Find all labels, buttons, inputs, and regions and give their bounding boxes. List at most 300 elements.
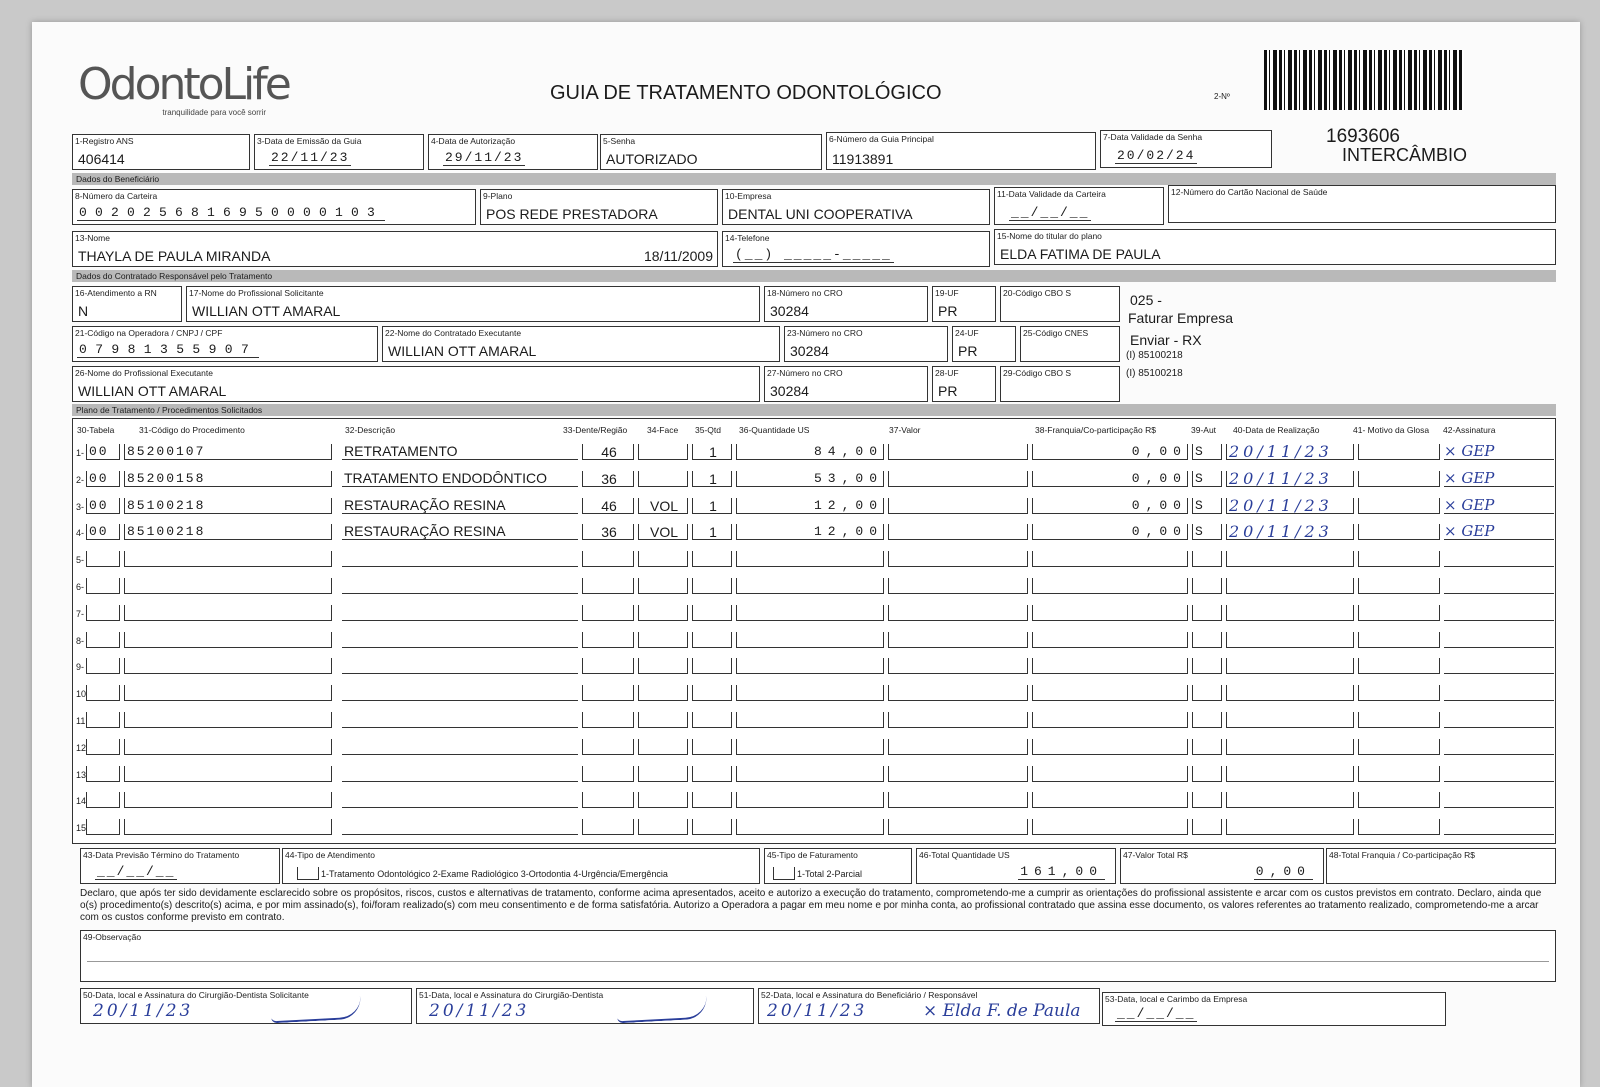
cell-description[interactable]	[342, 658, 578, 674]
row-number: 15	[76, 823, 87, 834]
cell-signature[interactable]	[1444, 819, 1554, 835]
label: 13-Nome	[75, 233, 110, 243]
cell-us[interactable]: 84,00	[736, 444, 884, 460]
cell-tooth[interactable]	[582, 658, 634, 674]
cell-tooth[interactable]	[582, 739, 634, 755]
cell-face[interactable]	[638, 658, 688, 674]
cell-code[interactable]	[124, 819, 332, 835]
cell-date[interactable]: 20/11/23	[1226, 524, 1354, 540]
field-cnes[interactable]	[1020, 326, 1120, 362]
field-card-validity[interactable]	[994, 187, 1164, 225]
cell-aut[interactable]	[1192, 578, 1222, 594]
row-number: 10	[76, 689, 87, 700]
billing-type-options: 1-Total 2-Parcial	[797, 869, 863, 879]
cell-signature[interactable]	[1444, 739, 1554, 755]
cell-tooth[interactable]	[582, 712, 634, 728]
cell-code[interactable]	[124, 766, 332, 782]
value: 20/02/24	[1117, 148, 1196, 163]
cell-code[interactable]	[124, 792, 332, 808]
number-label: 2-Nº	[1214, 92, 1230, 101]
cell-face[interactable]	[638, 739, 688, 755]
cell-signature[interactable]	[1444, 551, 1554, 567]
cell-code[interactable]: 85200107	[124, 444, 332, 460]
cell-face[interactable]	[638, 471, 688, 487]
cell-qtd[interactable]	[692, 632, 732, 648]
cell-franchise[interactable]: 0,00	[1032, 524, 1188, 540]
cell-aut[interactable]	[1192, 819, 1222, 835]
cell-franchise[interactable]	[1032, 658, 1188, 674]
barcode	[1264, 50, 1464, 110]
cell-table[interactable]: 00	[86, 498, 120, 514]
billing-type-checkbox[interactable]	[773, 867, 795, 880]
field-cro-18[interactable]	[764, 286, 928, 322]
value: WILLIAN OTT AMARAL	[78, 383, 227, 399]
field-uf-24[interactable]	[952, 326, 1016, 362]
cell-qtd[interactable]	[692, 819, 732, 835]
cell-us[interactable]	[736, 766, 884, 782]
cell-table[interactable]	[86, 605, 120, 621]
field-cbo-20[interactable]	[1000, 286, 1120, 322]
label: 15-Nome do titular do plano	[997, 231, 1102, 241]
service-type-options: 1-Tratamento Odontológico 2-Exame Radiológico 3-Ortodontia 4-Urgência/Emergência	[321, 869, 668, 879]
label: 50-Data, local e Assinatura do Cirurgião-Dentista Solicitante	[83, 990, 309, 1000]
field-executing-professional[interactable]	[72, 366, 760, 402]
cell-gloss[interactable]	[1358, 578, 1440, 594]
cell-date[interactable]: 20/11/23	[1226, 444, 1354, 460]
cell-value[interactable]	[888, 819, 1028, 835]
cell-us[interactable]: 53,00	[736, 471, 884, 487]
field-service-type[interactable]	[282, 848, 760, 884]
cell-tooth[interactable]	[582, 578, 634, 594]
cell-table[interactable]	[86, 819, 120, 835]
cell-code[interactable]: 85200158	[124, 471, 332, 487]
cell-us[interactable]	[736, 739, 884, 755]
cell-tooth[interactable]: 46	[582, 444, 634, 460]
cell-gloss[interactable]	[1358, 551, 1440, 567]
signature-scribble	[616, 997, 707, 1024]
value: 0020256816950000103	[79, 205, 384, 220]
field-name[interactable]	[72, 231, 718, 267]
cell-qtd[interactable]	[692, 766, 732, 782]
cell-date[interactable]	[1226, 712, 1354, 728]
cell-description[interactable]	[342, 792, 578, 808]
field-main-guide-number[interactable]	[826, 132, 1096, 170]
label: 1-Registro ANS	[75, 136, 134, 146]
cell-face[interactable]	[638, 578, 688, 594]
value: 30284	[770, 303, 809, 319]
field-uf-28[interactable]	[932, 366, 996, 402]
field-cro-23[interactable]	[784, 326, 948, 362]
cell-gloss[interactable]	[1358, 658, 1440, 674]
cell-date[interactable]	[1226, 819, 1354, 835]
cell-face[interactable]	[638, 605, 688, 621]
label: 45-Tipo de Faturamento	[767, 850, 858, 860]
field-uf-19[interactable]	[932, 286, 996, 322]
cell-description[interactable]	[342, 819, 578, 835]
cell-value[interactable]	[888, 792, 1028, 808]
cell-table[interactable]	[86, 739, 120, 755]
field-total-us[interactable]	[916, 848, 1116, 884]
field-ans-registry[interactable]	[72, 134, 250, 170]
cell-gloss[interactable]	[1358, 498, 1440, 514]
cell-us[interactable]	[736, 658, 884, 674]
cell-table[interactable]	[86, 685, 120, 701]
cell-gloss[interactable]	[1358, 739, 1440, 755]
cell-value[interactable]	[888, 712, 1028, 728]
cell-gloss[interactable]	[1358, 524, 1440, 540]
cell-signature[interactable]	[1444, 792, 1554, 808]
field-billing-type[interactable]	[764, 848, 912, 884]
cell-table[interactable]	[86, 712, 120, 728]
cell-us[interactable]	[736, 712, 884, 728]
row-number: 9-	[76, 662, 85, 673]
cell-description[interactable]: RESTAURAÇÃO RESINA	[342, 498, 578, 514]
cell-signature[interactable]	[1444, 685, 1554, 701]
cell-date[interactable]	[1226, 632, 1354, 648]
row-number: 8-	[76, 635, 85, 646]
cell-code[interactable]: 85100218	[124, 498, 332, 514]
cell-aut[interactable]: S	[1192, 471, 1222, 487]
cell-aut[interactable]	[1192, 712, 1222, 728]
cell-date[interactable]	[1226, 766, 1354, 782]
value: AUTORIZADO	[606, 151, 698, 167]
label: 26-Nome do Profissional Executante	[75, 368, 213, 378]
cell-qtd[interactable]	[692, 739, 732, 755]
value: __/__/__	[97, 864, 176, 879]
cell-table[interactable]	[86, 632, 120, 648]
cell-qtd[interactable]: 1	[692, 444, 732, 460]
cell-date[interactable]: 20/11/23	[1226, 471, 1354, 487]
table-row	[76, 547, 1556, 573]
cell-aut[interactable]	[1192, 685, 1222, 701]
cell-table[interactable]: 00	[86, 524, 120, 540]
cell-description[interactable]	[342, 685, 578, 701]
cell-value[interactable]	[888, 444, 1028, 460]
label: 53-Data, local e Carimbo da Empresa	[1105, 994, 1248, 1004]
cell-date[interactable]	[1226, 792, 1354, 808]
field-cro-27[interactable]	[764, 366, 928, 402]
cell-date[interactable]: 20/11/23	[1226, 498, 1354, 514]
cell-qtd[interactable]	[692, 605, 732, 621]
col-franchise: 38-Franquia/Co-participação R$	[1035, 425, 1156, 435]
col-aut: 39-Aut	[1191, 425, 1217, 435]
field-rn-service[interactable]	[72, 286, 182, 322]
field-national-health-card[interactable]	[1168, 185, 1556, 223]
cell-face[interactable]	[638, 632, 688, 648]
field-total-franchise[interactable]	[1326, 848, 1556, 884]
note-line-5: (I) 85100218	[1126, 368, 1183, 379]
field-signature-beneficiary[interactable]	[758, 988, 1100, 1024]
cell-gloss[interactable]	[1358, 605, 1440, 621]
beneficiary-band: Dados do Beneficiário	[72, 173, 1556, 185]
cell-aut[interactable]: S	[1192, 524, 1222, 540]
field-company-stamp[interactable]	[1102, 992, 1446, 1026]
cell-qtd[interactable]	[692, 658, 732, 674]
col-code: 31-Código do Procedimento	[139, 425, 245, 435]
row-number: 3-	[76, 501, 85, 512]
value: 29/11/23	[445, 150, 524, 165]
note-line-1: 025 -	[1130, 292, 1162, 308]
cell-us[interactable]	[736, 605, 884, 621]
cell-franchise[interactable]	[1032, 551, 1188, 567]
cell-gloss[interactable]	[1358, 819, 1440, 835]
cell-franchise[interactable]: 0,00	[1032, 444, 1188, 460]
cell-franchise[interactable]	[1032, 739, 1188, 755]
field-signature-dentist[interactable]	[416, 988, 754, 1024]
cell-signature[interactable]	[1444, 766, 1554, 782]
cell-date[interactable]	[1226, 685, 1354, 701]
cell-code[interactable]	[124, 605, 332, 621]
service-type-checkbox[interactable]	[297, 867, 319, 880]
cell-gloss[interactable]	[1358, 685, 1440, 701]
cell-us[interactable]	[736, 685, 884, 701]
field-password-validity[interactable]	[1100, 130, 1272, 168]
cell-aut[interactable]	[1192, 739, 1222, 755]
cell-qtd[interactable]	[692, 551, 732, 567]
field-card-number[interactable]	[72, 189, 476, 225]
cell-face[interactable]	[638, 685, 688, 701]
cell-aut[interactable]	[1192, 766, 1222, 782]
cell-tooth[interactable]	[582, 685, 634, 701]
cell-tooth[interactable]: 36	[582, 471, 634, 487]
label: 10-Empresa	[725, 191, 772, 201]
cell-signature[interactable]	[1444, 632, 1554, 648]
cell-date[interactable]	[1226, 578, 1354, 594]
cell-franchise[interactable]	[1032, 766, 1188, 782]
cell-gloss[interactable]	[1358, 792, 1440, 808]
cell-aut[interactable]	[1192, 632, 1222, 648]
cell-signature[interactable]	[1444, 658, 1554, 674]
col-table: 30-Tabela	[77, 425, 115, 435]
cell-franchise[interactable]	[1032, 792, 1188, 808]
cell-gloss[interactable]	[1358, 766, 1440, 782]
cell-tooth[interactable]	[582, 632, 634, 648]
cell-us[interactable]: 12,00	[736, 524, 884, 540]
cell-qtd[interactable]	[692, 578, 732, 594]
cell-value[interactable]	[888, 632, 1028, 648]
field-issue-date[interactable]	[254, 134, 424, 170]
cell-franchise[interactable]	[1032, 578, 1188, 594]
value: __/__/__	[1011, 205, 1090, 220]
cell-qtd[interactable]: 1	[692, 471, 732, 487]
cell-value[interactable]	[888, 578, 1028, 594]
note-line-2: Faturar Empresa	[1128, 310, 1234, 326]
cell-franchise[interactable]	[1032, 605, 1188, 621]
cell-value[interactable]	[888, 524, 1028, 540]
col-us: 36-Quantidade US	[739, 425, 810, 435]
value: 30284	[790, 343, 829, 359]
cell-franchise[interactable]: 0,00	[1032, 471, 1188, 487]
field-plan-holder[interactable]	[994, 229, 1556, 265]
cell-value[interactable]	[888, 605, 1028, 621]
cell-gloss[interactable]	[1358, 632, 1440, 648]
cell-face[interactable]	[638, 444, 688, 460]
field-password[interactable]	[600, 134, 822, 170]
cell-signature[interactable]	[1444, 578, 1554, 594]
cell-tooth[interactable]: 36	[582, 524, 634, 540]
cell-us[interactable]	[736, 632, 884, 648]
field-requesting-professional[interactable]	[186, 286, 760, 322]
cell-table[interactable]	[86, 578, 120, 594]
cell-franchise[interactable]	[1032, 712, 1188, 728]
logo	[78, 59, 289, 117]
label: 44-Tipo de Atendimento	[285, 850, 375, 860]
cell-value[interactable]	[888, 739, 1028, 755]
row-number: 1-	[76, 448, 85, 458]
cell-us[interactable]	[736, 792, 884, 808]
cell-description[interactable]	[342, 712, 578, 728]
label: 20-Código CBO S	[1003, 288, 1072, 298]
value: __/__/__	[1117, 1006, 1196, 1021]
cell-us[interactable]: 12,00	[736, 498, 884, 514]
cell-aut[interactable]: S	[1192, 444, 1222, 460]
cell-description[interactable]	[342, 632, 578, 648]
cell-tooth[interactable]	[582, 551, 634, 567]
cell-gloss[interactable]	[1358, 444, 1440, 460]
cell-aut[interactable]: S	[1192, 498, 1222, 514]
cell-franchise[interactable]	[1032, 819, 1188, 835]
label: 17-Nome do Profissional Solicitante	[189, 288, 324, 298]
cell-date[interactable]	[1226, 739, 1354, 755]
cell-value[interactable]	[888, 471, 1028, 487]
cell-tooth[interactable]	[582, 605, 634, 621]
cell-value[interactable]	[888, 498, 1028, 514]
value: (__) _____-_____	[735, 247, 892, 262]
cell-face[interactable]	[638, 819, 688, 835]
value: N	[78, 303, 89, 319]
field-operator-code[interactable]	[72, 326, 378, 362]
field-phone[interactable]	[722, 231, 990, 267]
cell-qtd[interactable]: 1	[692, 498, 732, 514]
table-row	[76, 708, 1556, 734]
cell-face[interactable]: VOL	[638, 498, 688, 514]
cell-date[interactable]	[1226, 658, 1354, 674]
cell-code[interactable]	[124, 578, 332, 594]
cell-qtd[interactable]	[692, 712, 732, 728]
cell-face[interactable]	[638, 551, 688, 567]
field-plan[interactable]	[480, 189, 718, 225]
cell-code[interactable]	[124, 712, 332, 728]
cell-signature[interactable]: × GEP	[1444, 471, 1554, 487]
cell-us[interactable]	[736, 819, 884, 835]
cell-date[interactable]	[1226, 605, 1354, 621]
cell-signature[interactable]: × GEP	[1444, 498, 1554, 514]
label: 3-Data de Emissão da Guia	[257, 136, 362, 146]
observation-line	[87, 961, 1549, 962]
cell-code[interactable]	[124, 685, 332, 701]
cell-aut[interactable]	[1192, 605, 1222, 621]
cell-signature[interactable]: × GEP	[1444, 444, 1554, 460]
cell-franchise[interactable]: 0,00	[1032, 498, 1188, 514]
cell-franchise[interactable]	[1032, 632, 1188, 648]
cell-signature[interactable]	[1444, 605, 1554, 621]
cell-description[interactable]	[342, 605, 578, 621]
cell-qtd[interactable]	[692, 685, 732, 701]
cell-description[interactable]: RESTAURAÇÃO RESINA	[342, 524, 578, 540]
table-row	[76, 440, 1556, 466]
cell-table[interactable]	[86, 766, 120, 782]
cell-table[interactable]: 00	[86, 444, 120, 460]
label: 48-Total Franquia / Co-participação R$	[1329, 850, 1475, 860]
cell-table[interactable]: 00	[86, 471, 120, 487]
cell-face[interactable]	[638, 792, 688, 808]
cell-description[interactable]: TRATAMENTO ENDODÔNTICO	[342, 471, 578, 487]
cell-tooth[interactable]: 46	[582, 498, 634, 514]
cell-qtd[interactable]: 1	[692, 524, 732, 540]
cell-value[interactable]	[888, 766, 1028, 782]
field-executing-contractor[interactable]	[382, 326, 780, 362]
cell-code[interactable]	[124, 632, 332, 648]
cell-code[interactable]	[124, 739, 332, 755]
value: PR	[938, 303, 958, 319]
label: 12-Número do Cartão Nacional de Saúde	[1171, 187, 1328, 197]
label: 9-Plano	[483, 191, 513, 201]
cell-tooth[interactable]	[582, 766, 634, 782]
cell-gloss[interactable]	[1358, 712, 1440, 728]
cell-table[interactable]	[86, 658, 120, 674]
field-signature-requesting[interactable]	[80, 988, 412, 1024]
cell-aut[interactable]	[1192, 658, 1222, 674]
field-observation[interactable]	[80, 930, 1556, 982]
cell-tooth[interactable]	[582, 792, 634, 808]
table-row	[76, 628, 1556, 654]
cell-description[interactable]	[342, 739, 578, 755]
cell-aut[interactable]	[1192, 792, 1222, 808]
cell-table[interactable]	[86, 792, 120, 808]
cell-franchise[interactable]	[1032, 685, 1188, 701]
cell-aut[interactable]	[1192, 551, 1222, 567]
table-row	[76, 815, 1556, 841]
cell-face[interactable]	[638, 712, 688, 728]
value: 22/11/23	[271, 150, 350, 165]
table-row	[76, 520, 1556, 546]
value: WILLIAN OTT AMARAL	[388, 343, 537, 359]
cell-description[interactable]	[342, 578, 578, 594]
cell-gloss[interactable]	[1358, 471, 1440, 487]
cell-face[interactable]: VOL	[638, 524, 688, 540]
cell-us[interactable]	[736, 551, 884, 567]
cell-description[interactable]	[342, 766, 578, 782]
cell-table[interactable]	[86, 551, 120, 567]
label: 29-Código CBO S	[1003, 368, 1072, 378]
cell-tooth[interactable]	[582, 819, 634, 835]
field-authorization-date[interactable]	[428, 134, 598, 170]
cell-value[interactable]	[888, 551, 1028, 567]
cell-description[interactable]: RETRATAMENTO	[342, 444, 578, 460]
cell-value[interactable]	[888, 685, 1028, 701]
field-company[interactable]	[722, 189, 990, 225]
cell-face[interactable]	[638, 766, 688, 782]
cell-code[interactable]	[124, 658, 332, 674]
cell-qtd[interactable]	[692, 792, 732, 808]
declaration-text: Declaro, que após ter sido devidamente esclarecido sobre os propósitos, riscos, custos e alternativas de tratamento, conforme acima apresentados, aceito e autorizo a execução do tratamento, comprometendo-me a cumprir as orientações do profissional assistente e arcar com os custos previstos em contrato. Declaro, ainda que o(s) procedimento(s) descrito(s) acima, e por mim assinado(s), foi/foram realizado(s) com meu consentimento e de forma satisfatória. Autorizo a Operadora a pagar em meu nome e por minha conta, ao profissional contratado que assina esse documento, os valores referentes ao tratamento realizado, comprometendo-me a arcar com os custos conforme previsto em contrato.	[80, 888, 1542, 923]
cell-signature[interactable]	[1444, 712, 1554, 728]
cell-code[interactable]	[124, 551, 332, 567]
table-row	[76, 574, 1556, 600]
cell-signature[interactable]: × GEP	[1444, 524, 1554, 540]
label: 52-Data, local e Assinatura do Beneficiário / Responsável	[761, 990, 978, 1000]
field-total-value[interactable]	[1120, 848, 1324, 884]
cell-date[interactable]	[1226, 551, 1354, 567]
cell-description[interactable]	[342, 551, 578, 567]
field-forecast-end-date[interactable]	[80, 848, 280, 884]
cell-code[interactable]: 85100218	[124, 524, 332, 540]
cell-value[interactable]	[888, 658, 1028, 674]
field-cbo-29[interactable]	[1000, 366, 1120, 402]
cell-us[interactable]	[736, 578, 884, 594]
row-number: 5-	[76, 555, 85, 566]
label: 47-Valor Total R$	[1123, 850, 1188, 860]
